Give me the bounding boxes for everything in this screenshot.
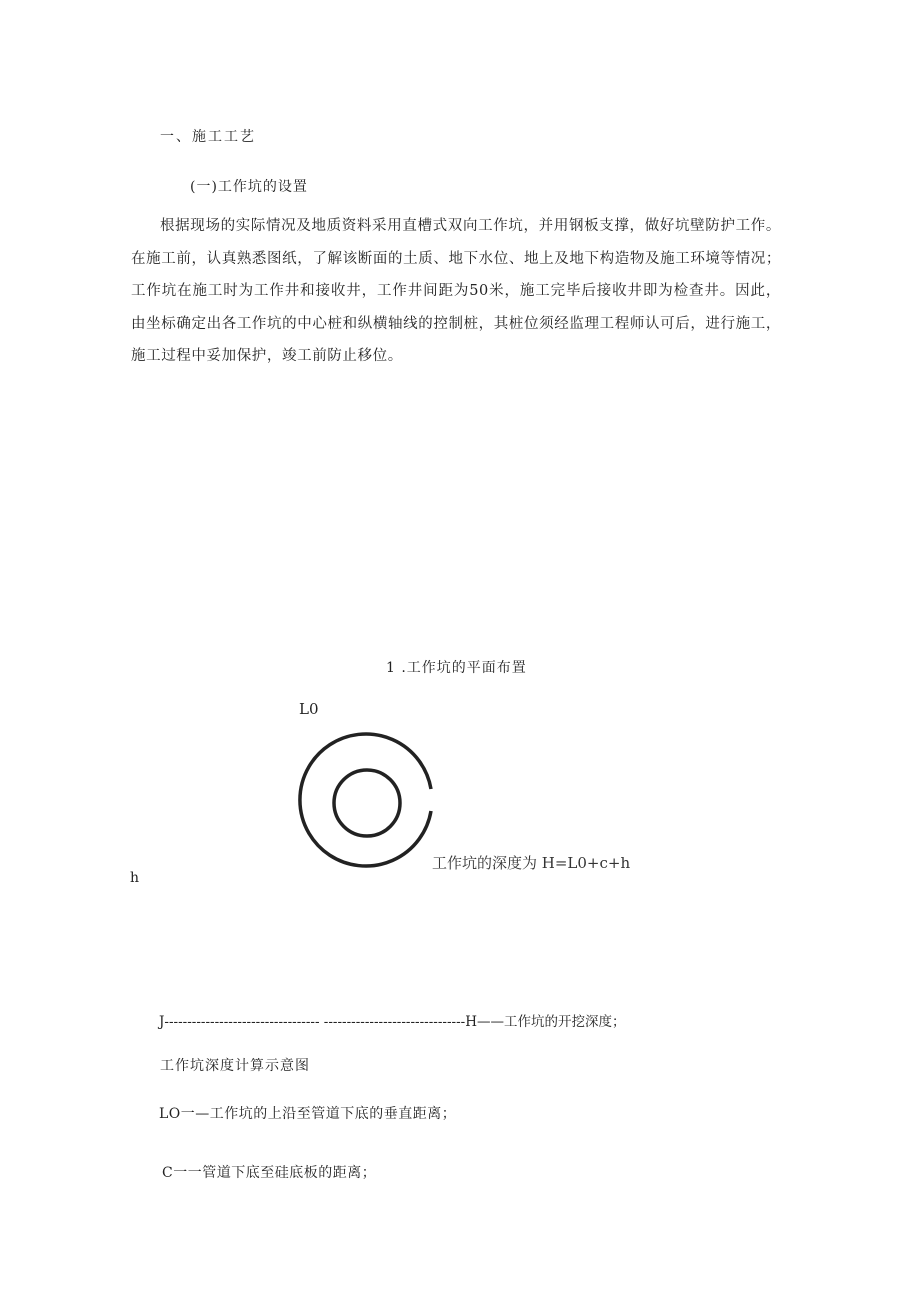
figure-title: 1 .工作坑的平面布置 xyxy=(386,660,527,676)
depth-dimension-line: J---------------------------------- -------------------------------H——工作坑的开挖深度； xyxy=(159,1014,626,1030)
diagram-caption: 工作坑深度计算示意图 xyxy=(160,1058,310,1074)
section-heading: 一、施工工艺 xyxy=(160,129,256,145)
definition-l0: LO一—工作坑的上沿至管道下底的垂直距离； xyxy=(159,1106,457,1122)
inner-ring xyxy=(334,770,400,836)
depth-formula-label: 工作坑的深度为 H=L0+c+h xyxy=(432,854,631,872)
work-pit-rings-diagram xyxy=(290,732,440,872)
figure-label-l0: L0 xyxy=(299,700,319,718)
definition-c: C一一管道下底至硅底板的距离； xyxy=(162,1165,377,1181)
outer-ring xyxy=(300,734,431,866)
subsection-heading: (一)工作坑的设置 xyxy=(190,179,308,195)
figure-label-h: h xyxy=(130,870,140,886)
body-paragraph: 根据现场的实际情况及地质资料采用直槽式双向工作坑，并用钢板支撑，做好坑壁防护工作。在施工前，认真熟悉图纸，了解该断面的土质、地下水位、地上及地下构造物及施工环境等情况；工作坑在施工时为工作井和接收井，工作井间距为50米，施工完毕后接收井即为检查井。因此，由坐标确定出各工作坑的中心桩和纵横轴线的控制桩，其桩位须经监理工程师认可后，进行施工，施工过程中妥加保护，竣工前防止移位。 xyxy=(131,218,781,364)
